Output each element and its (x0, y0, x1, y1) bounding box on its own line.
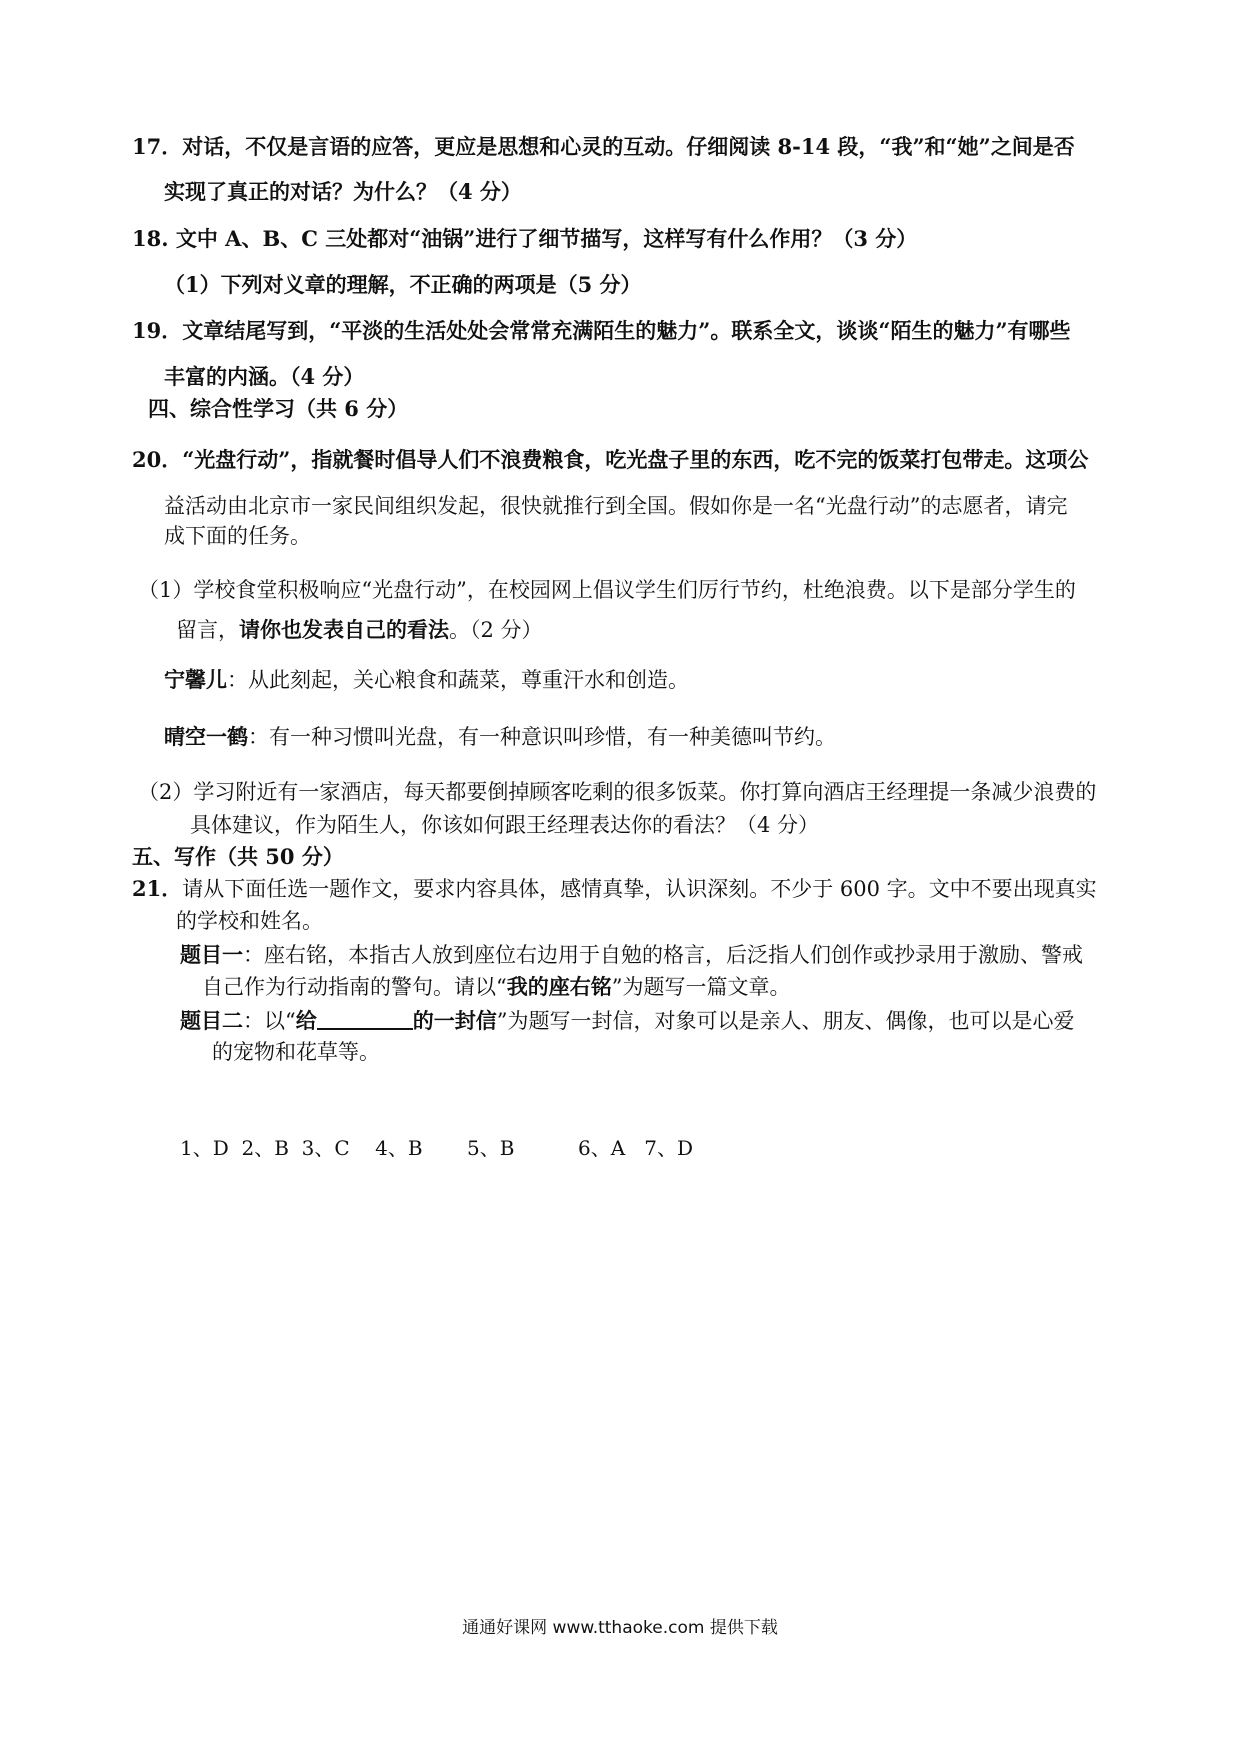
topic-1-text: ：座右铭，本指古人放到座位右边用于自勉的格言，后泛指人们创作或抄录用于激励、警戒 (243, 943, 1083, 967)
topic-1-prefix: 自己作为行动指南的警句。请以“ (202, 975, 507, 999)
topic-2-suffix: ”为题写一封信，对象可以是亲人、朋友、偶像，也可以是心爱 (496, 1009, 1075, 1033)
question-18-subquestion: （1）下列对义章的理解，不正确的两项是（5 分） (164, 272, 642, 297)
question-20-part-2-line-1: （2）学习附近有一家酒店，每天都要倒掉顾客吃剩的很多饭菜。你打算向酒店王经理提一条减少浪费的 (138, 780, 1097, 804)
comment-author: 宁馨儿 (164, 667, 227, 692)
question-20-text-1: 20．“光盘行动”，指就餐时倡导人们不浪费粮食，吃光盘子里的东西，吃不完的饭菜打包带走。这项公 (132, 447, 1089, 472)
comment-ningxiner (164, 665, 689, 695)
topic-2-line-1 (180, 1006, 1074, 1036)
question-19-line-1: 19．文章结尾写到，“平淡的生活处处会常常充满陌生的魅力”。联系全文，谈谈“陌生的魅力”有哪些 (132, 318, 1071, 343)
comment-text: ：从此刻起，关心粮食和蔬菜，尊重汗水和创造。 (227, 668, 689, 692)
answer-6: 6、A (578, 1136, 626, 1160)
comment-author: 晴空一鹤 (164, 724, 248, 749)
question-20-part-2-line-2: 具体建议，作为陌生人，你该如何跟王经理表达你的看法？（4 分） (190, 813, 820, 837)
question-21-line-2: 的学校和姓名。 (176, 909, 323, 933)
answer-key (180, 1133, 693, 1163)
part-1-instruction: 请你也发表自己的看法 (239, 617, 449, 642)
topic-1-label: 题目一 (180, 942, 243, 967)
part-1-score: 。（2 分） (449, 618, 543, 642)
answer-7: 7、D (644, 1136, 694, 1160)
answer-2: 2、B (241, 1136, 289, 1160)
part-1-prefix: 留言， (176, 618, 239, 642)
topic-2-prefix: ：以“ (243, 1009, 296, 1033)
topic-2-letter: 的一封信 (412, 1008, 497, 1033)
topic-2-label: 题目二 (180, 1008, 243, 1033)
question-17-line-1: 17．对话，不仅是言语的应答，更应是思想和心灵的互动。仔细阅读 8-14 段，“我”和“她”之间是否 (132, 134, 1075, 159)
topic-1-title: 我的座右铭 (506, 974, 612, 999)
answer-3: 3、C (301, 1136, 350, 1160)
topic-1-line-2 (202, 972, 791, 1002)
topic-2-give: 给 (295, 1008, 317, 1033)
question-17-line-2: 实现了真正的对话？为什么？（4 分） (164, 179, 522, 204)
question-21-text: 请从下面任选一题作文，要求内容具体，感情真挚，认识深刻。不少于 600 字。文中不要出现真实 (182, 877, 1097, 901)
comment-text: ：有一种习惯叫光盘，有一种意识叫珍惜，有一种美德叫节约。 (248, 725, 836, 749)
fill-in-blank (317, 1008, 413, 1030)
question-18-line-1: 18. 文中 A、B、C 三处都对“油锅”进行了细节描写，这样写有什么作用？（3 分） (132, 226, 918, 251)
topic-2-line-2: 的宠物和花草等。 (212, 1040, 380, 1064)
answer-1: 1、D (180, 1136, 229, 1160)
section-4-heading: 四、综合性学习（共 6 分） (148, 396, 409, 421)
topic-1-suffix: ”为题写一篇文章。 (611, 975, 791, 999)
topic-1-line-1 (180, 940, 1083, 970)
question-20-part-1-line-1: （1）学校食堂积极响应“光盘行动”，在校园网上倡议学生们厉行节约，杜绝浪费。以下是部分学生的 (138, 578, 1076, 602)
comment-qingkongyihe (164, 722, 836, 752)
question-20-line-3: 成下面的任务。 (164, 524, 311, 548)
question-20-part-1-line-2 (176, 615, 543, 645)
question-20-line-1 (132, 445, 1088, 475)
answer-5: 5、B (467, 1136, 515, 1160)
question-20-line-2: 益活动由北京市一家民间组织发起，很快就推行到全国。假如你是一名“光盘行动”的志愿者，请完 (164, 494, 1068, 518)
question-21-line-1 (132, 874, 1097, 904)
question-19-line-2: 丰富的内涵。（4 分） (164, 364, 365, 389)
question-21-number: 21． (132, 876, 183, 901)
section-5-heading: 五、写作（共 50 分） (132, 844, 344, 869)
page-footer: 通通好课网 www.tthaoke.com 提供下载 (462, 1618, 778, 1638)
answer-4: 4、B (375, 1136, 423, 1160)
